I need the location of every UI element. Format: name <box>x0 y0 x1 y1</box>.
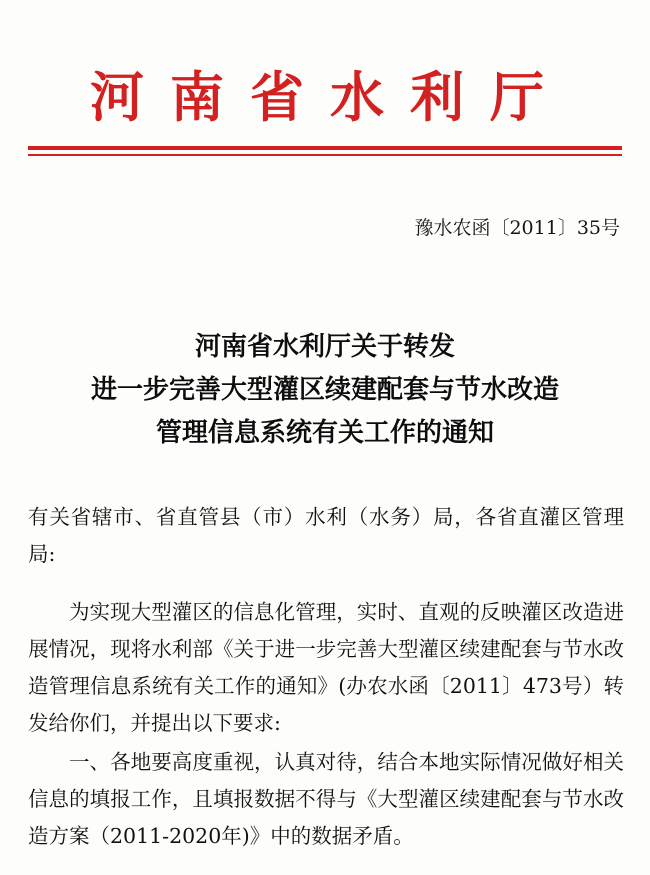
document-number: 豫水农函〔2011〕35号 <box>414 217 620 239</box>
document-title <box>30 326 620 455</box>
red-divider-thick <box>28 146 622 150</box>
title-line: 管理信息系统有关工作的通知 <box>155 418 494 448</box>
salutation: 有关省辖市、省直管县（市）水利（水务）局，各省直灌区管理局: <box>28 505 624 566</box>
issuing-agency-header: 河南省水利厅 <box>90 65 570 129</box>
body-paragraph: 一、各地要高度重视，认真对待，结合本地实际情况做好相关信息的填报工作，且填报数据不得与《大型灌区续建配套与节水改造方案（2011-2020年)》中的数据矛盾。 <box>28 750 624 848</box>
body-paragraph: 为实现大型灌区的信息化管理，实时、直观的反映灌区改造进展情况，现将水利部《关于进一步完善大型灌区续建配套与节水改造管理信息系统有关工作的通知》(办农水函〔2011〕473号）转发给你们，并提出以下要求: <box>28 600 624 735</box>
red-divider-thin <box>28 154 622 156</box>
title-line: 进一步完善大型灌区续建配套与节水改造 <box>90 375 559 405</box>
title-line: 河南省水利厅关于转发 <box>194 332 455 362</box>
document-body <box>28 499 624 855</box>
